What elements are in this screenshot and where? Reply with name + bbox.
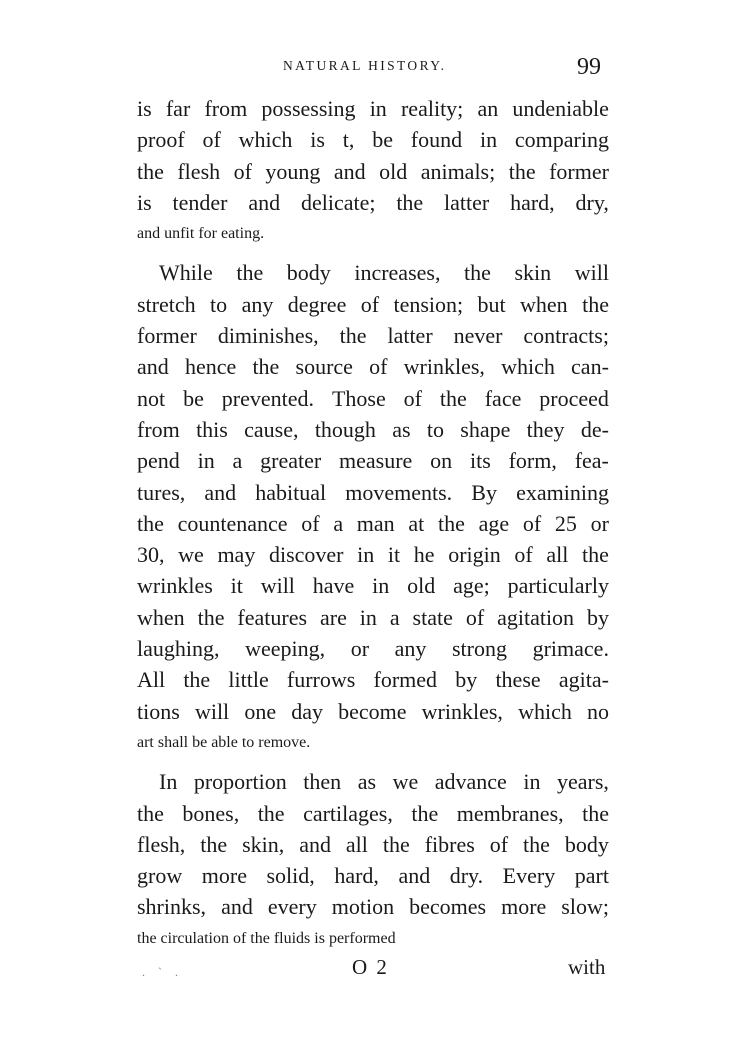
word: fea-: [574, 448, 609, 474]
text-line: [137, 891, 609, 922]
word: are: [319, 604, 347, 630]
word: and: [398, 863, 431, 889]
word: no: [586, 698, 609, 724]
word: the: [252, 354, 280, 380]
word: of: [514, 542, 533, 568]
word: skin,: [242, 831, 285, 857]
body-text: [137, 93, 609, 954]
word: grimace.: [532, 636, 609, 662]
word: and: [221, 894, 253, 920]
word: from: [204, 96, 248, 121]
word: former: [137, 323, 197, 349]
word: the: [439, 385, 467, 411]
word: as: [357, 769, 377, 795]
word: years,: [557, 769, 609, 795]
catchword: with: [568, 955, 606, 979]
running-head: NATURAL HISTORY.: [283, 58, 447, 73]
word: discover: [268, 542, 344, 568]
word: a: [333, 510, 344, 536]
word: the: [523, 831, 550, 857]
word: strong: [452, 636, 507, 662]
word: countenance: [177, 510, 288, 536]
word: every: [267, 894, 317, 920]
word: membranes,: [456, 800, 564, 826]
word: furrows: [286, 667, 356, 693]
word: reality;: [400, 96, 464, 121]
word: particularly: [507, 573, 609, 599]
text-line: [137, 93, 609, 124]
word: it: [387, 542, 401, 568]
text-line: [137, 508, 609, 539]
word: Every: [502, 863, 556, 889]
word: flesh: [177, 158, 221, 184]
word: animals;: [420, 158, 496, 184]
word: but: [477, 291, 506, 317]
paragraph-gap: [137, 249, 609, 257]
word: will: [260, 573, 295, 599]
word: agitation: [497, 604, 575, 630]
word: increases,: [354, 260, 441, 286]
text-line: [137, 539, 609, 570]
print-specks: . ` .: [142, 965, 183, 979]
word: shrinks,: [137, 894, 207, 920]
word: will: [574, 260, 609, 286]
word: in: [479, 127, 498, 153]
text-line: [137, 798, 609, 829]
word: form,: [508, 448, 557, 474]
word: in: [372, 573, 390, 599]
word: or: [350, 636, 370, 662]
word: any: [241, 291, 274, 317]
word: one: [244, 698, 277, 724]
word: this: [196, 416, 228, 442]
word: hence: [184, 354, 237, 380]
word: All: [137, 667, 166, 693]
word: all: [546, 542, 569, 568]
word: and: [137, 354, 169, 380]
word: the: [183, 667, 211, 693]
word: the: [197, 604, 225, 630]
word: hard,: [334, 863, 379, 889]
word: delicate;: [300, 189, 376, 215]
text-line: [137, 664, 609, 695]
word: young: [265, 158, 321, 184]
word: tures,: [137, 479, 186, 505]
text-line: [137, 696, 609, 727]
word: of: [233, 158, 252, 184]
word: the: [508, 158, 536, 184]
word: of: [465, 604, 485, 630]
word: examining: [516, 479, 609, 505]
word: shape: [460, 416, 511, 442]
word: the: [137, 158, 164, 184]
word: proceed: [539, 385, 609, 411]
word: a: [232, 448, 243, 474]
word: which: [238, 127, 293, 153]
word: diminishes,: [217, 323, 319, 349]
word: flesh,: [137, 831, 186, 857]
word: be: [372, 127, 393, 153]
word: pend: [137, 448, 180, 474]
text-line: [137, 187, 609, 218]
word: more: [201, 863, 247, 889]
word: tension;: [393, 291, 464, 317]
word: age: [478, 510, 510, 536]
text-line: [137, 124, 609, 155]
word: t,: [342, 127, 355, 153]
text-line: [137, 766, 609, 797]
text-line: [137, 829, 609, 860]
word: skin: [514, 260, 552, 286]
word: slow;: [561, 894, 609, 920]
word: measure: [339, 448, 413, 474]
text-line: [137, 860, 609, 891]
word: body: [564, 831, 609, 857]
word: in: [369, 96, 387, 121]
word: man: [356, 510, 395, 536]
word: though: [314, 416, 376, 442]
word: not: [137, 385, 166, 411]
word: wrinkles: [137, 573, 213, 599]
word: never: [453, 323, 503, 349]
word: features: [237, 604, 308, 630]
word: dry,: [575, 189, 609, 215]
word: in: [523, 769, 541, 795]
word: the: [257, 800, 285, 826]
word: greater: [260, 448, 322, 474]
word: which: [518, 698, 572, 724]
word: of: [489, 831, 509, 857]
word: motion: [331, 894, 395, 920]
text-line: [137, 351, 609, 382]
word: 25: [554, 510, 577, 536]
word: of: [202, 127, 221, 153]
text-line: [137, 156, 609, 187]
word: little: [228, 667, 269, 693]
word: wrinkles,: [421, 698, 503, 724]
paragraph: [137, 93, 609, 249]
word: is: [137, 96, 152, 121]
word: contracts;: [523, 323, 609, 349]
word: cartilages,: [303, 800, 393, 826]
word: we: [178, 542, 204, 568]
word: fibres: [424, 831, 475, 857]
word: and: [299, 831, 331, 857]
word: we: [392, 769, 419, 795]
word: the: [582, 291, 609, 317]
word: 30,: [137, 542, 165, 568]
word: the: [411, 800, 439, 826]
word: advance: [434, 769, 507, 795]
word: at: [408, 510, 425, 536]
word: on: [430, 448, 453, 474]
word: the: [396, 189, 424, 215]
word: body: [286, 260, 331, 286]
word: the: [582, 542, 609, 568]
word: an: [477, 96, 499, 121]
word: agita-: [558, 667, 609, 693]
word: prevented.: [221, 385, 314, 411]
word: the: [137, 510, 164, 536]
word: all: [345, 831, 368, 857]
word: more: [501, 894, 547, 920]
word: or: [590, 510, 609, 536]
word: may: [217, 542, 256, 568]
word: laughing,: [137, 636, 220, 662]
word: age;: [453, 573, 490, 599]
word: of: [360, 291, 380, 317]
word: latter: [387, 323, 433, 349]
word: and: [204, 479, 237, 505]
word: its: [469, 448, 491, 474]
text-line: [137, 257, 609, 288]
text-line: [137, 289, 609, 320]
word: far: [165, 96, 191, 121]
text-line: [137, 602, 609, 633]
text-line: and unfit for eating.: [137, 225, 265, 243]
word: he: [413, 542, 435, 568]
word: habitual: [255, 479, 327, 505]
word: the: [582, 800, 609, 826]
word: formed: [373, 667, 438, 693]
word: found: [410, 127, 463, 153]
text-line: the circulation of the fluids is performed: [137, 929, 396, 947]
word: weeping,: [245, 636, 326, 662]
word: source: [295, 354, 353, 380]
word: is: [310, 127, 325, 153]
word: state: [412, 604, 453, 630]
word: which: [501, 354, 555, 380]
word: these: [495, 667, 541, 693]
word: the: [382, 831, 410, 857]
word: in: [197, 448, 215, 474]
word: While: [159, 260, 213, 286]
word: old: [407, 573, 436, 599]
word: become: [338, 698, 407, 724]
word: the: [200, 831, 228, 857]
word: a: [389, 604, 400, 630]
paragraph: [137, 766, 609, 954]
word: of: [522, 510, 542, 536]
word: In: [159, 769, 178, 795]
word: they: [526, 416, 565, 442]
word: Those: [331, 385, 386, 411]
word: the: [438, 510, 465, 536]
word: face: [484, 385, 522, 411]
word: bones,: [182, 800, 240, 826]
word: tions: [137, 698, 180, 724]
word: then: [303, 769, 342, 795]
word: stretch: [137, 291, 196, 317]
word: by: [455, 667, 478, 693]
page-number: 99: [577, 54, 601, 80]
word: can-: [571, 354, 609, 380]
word: wrinkles,: [403, 354, 485, 380]
text-line: [137, 570, 609, 601]
word: cause,: [244, 416, 299, 442]
text-line: art shall be able to remove.: [137, 733, 311, 751]
word: when: [137, 604, 185, 630]
paragraph-gap: [137, 758, 609, 766]
text-line: [137, 383, 609, 414]
word: any: [394, 636, 427, 662]
word: part: [574, 863, 609, 889]
word: hard,: [510, 189, 555, 215]
word: of: [369, 354, 388, 380]
word: old: [379, 158, 408, 184]
word: By: [471, 479, 497, 505]
text-line: [137, 414, 609, 445]
word: the: [464, 260, 491, 286]
word: as: [392, 416, 411, 442]
word: becomes: [409, 894, 487, 920]
word: grow: [137, 863, 183, 889]
word: be: [183, 385, 204, 411]
word: to: [210, 291, 228, 317]
word: proof: [137, 127, 185, 153]
word: solid,: [266, 863, 315, 889]
text-line: [137, 633, 609, 664]
word: movements.: [345, 479, 453, 505]
word: the: [236, 260, 264, 286]
text-line: [137, 445, 609, 476]
text-line: [137, 477, 609, 508]
word: when: [520, 291, 568, 317]
signature-mark: O 2: [352, 955, 389, 979]
word: latter: [444, 189, 490, 215]
word: of: [301, 510, 320, 536]
word: the: [339, 323, 367, 349]
word: from: [137, 416, 180, 442]
word: will: [194, 698, 230, 724]
word: origin: [448, 542, 501, 568]
word: to: [426, 416, 444, 442]
word: and: [333, 158, 366, 184]
word: possessing: [261, 96, 356, 121]
word: the: [137, 800, 164, 826]
word: of: [403, 385, 422, 411]
word: de-: [580, 416, 609, 442]
word: in: [357, 542, 375, 568]
word: in: [359, 604, 377, 630]
word: is: [137, 189, 152, 215]
word: undeniable: [512, 96, 609, 121]
word: proportion: [193, 769, 287, 795]
text-line: [137, 320, 609, 351]
word: it: [230, 573, 243, 599]
paragraph: [137, 257, 609, 758]
word: dry.: [449, 863, 484, 889]
word: have: [312, 573, 355, 599]
word: by: [587, 604, 609, 630]
word: and: [248, 189, 281, 215]
word: tender: [172, 189, 228, 215]
word: former: [549, 158, 609, 184]
word: comparing: [514, 127, 609, 153]
word: degree: [287, 291, 347, 317]
word: day: [291, 698, 323, 724]
